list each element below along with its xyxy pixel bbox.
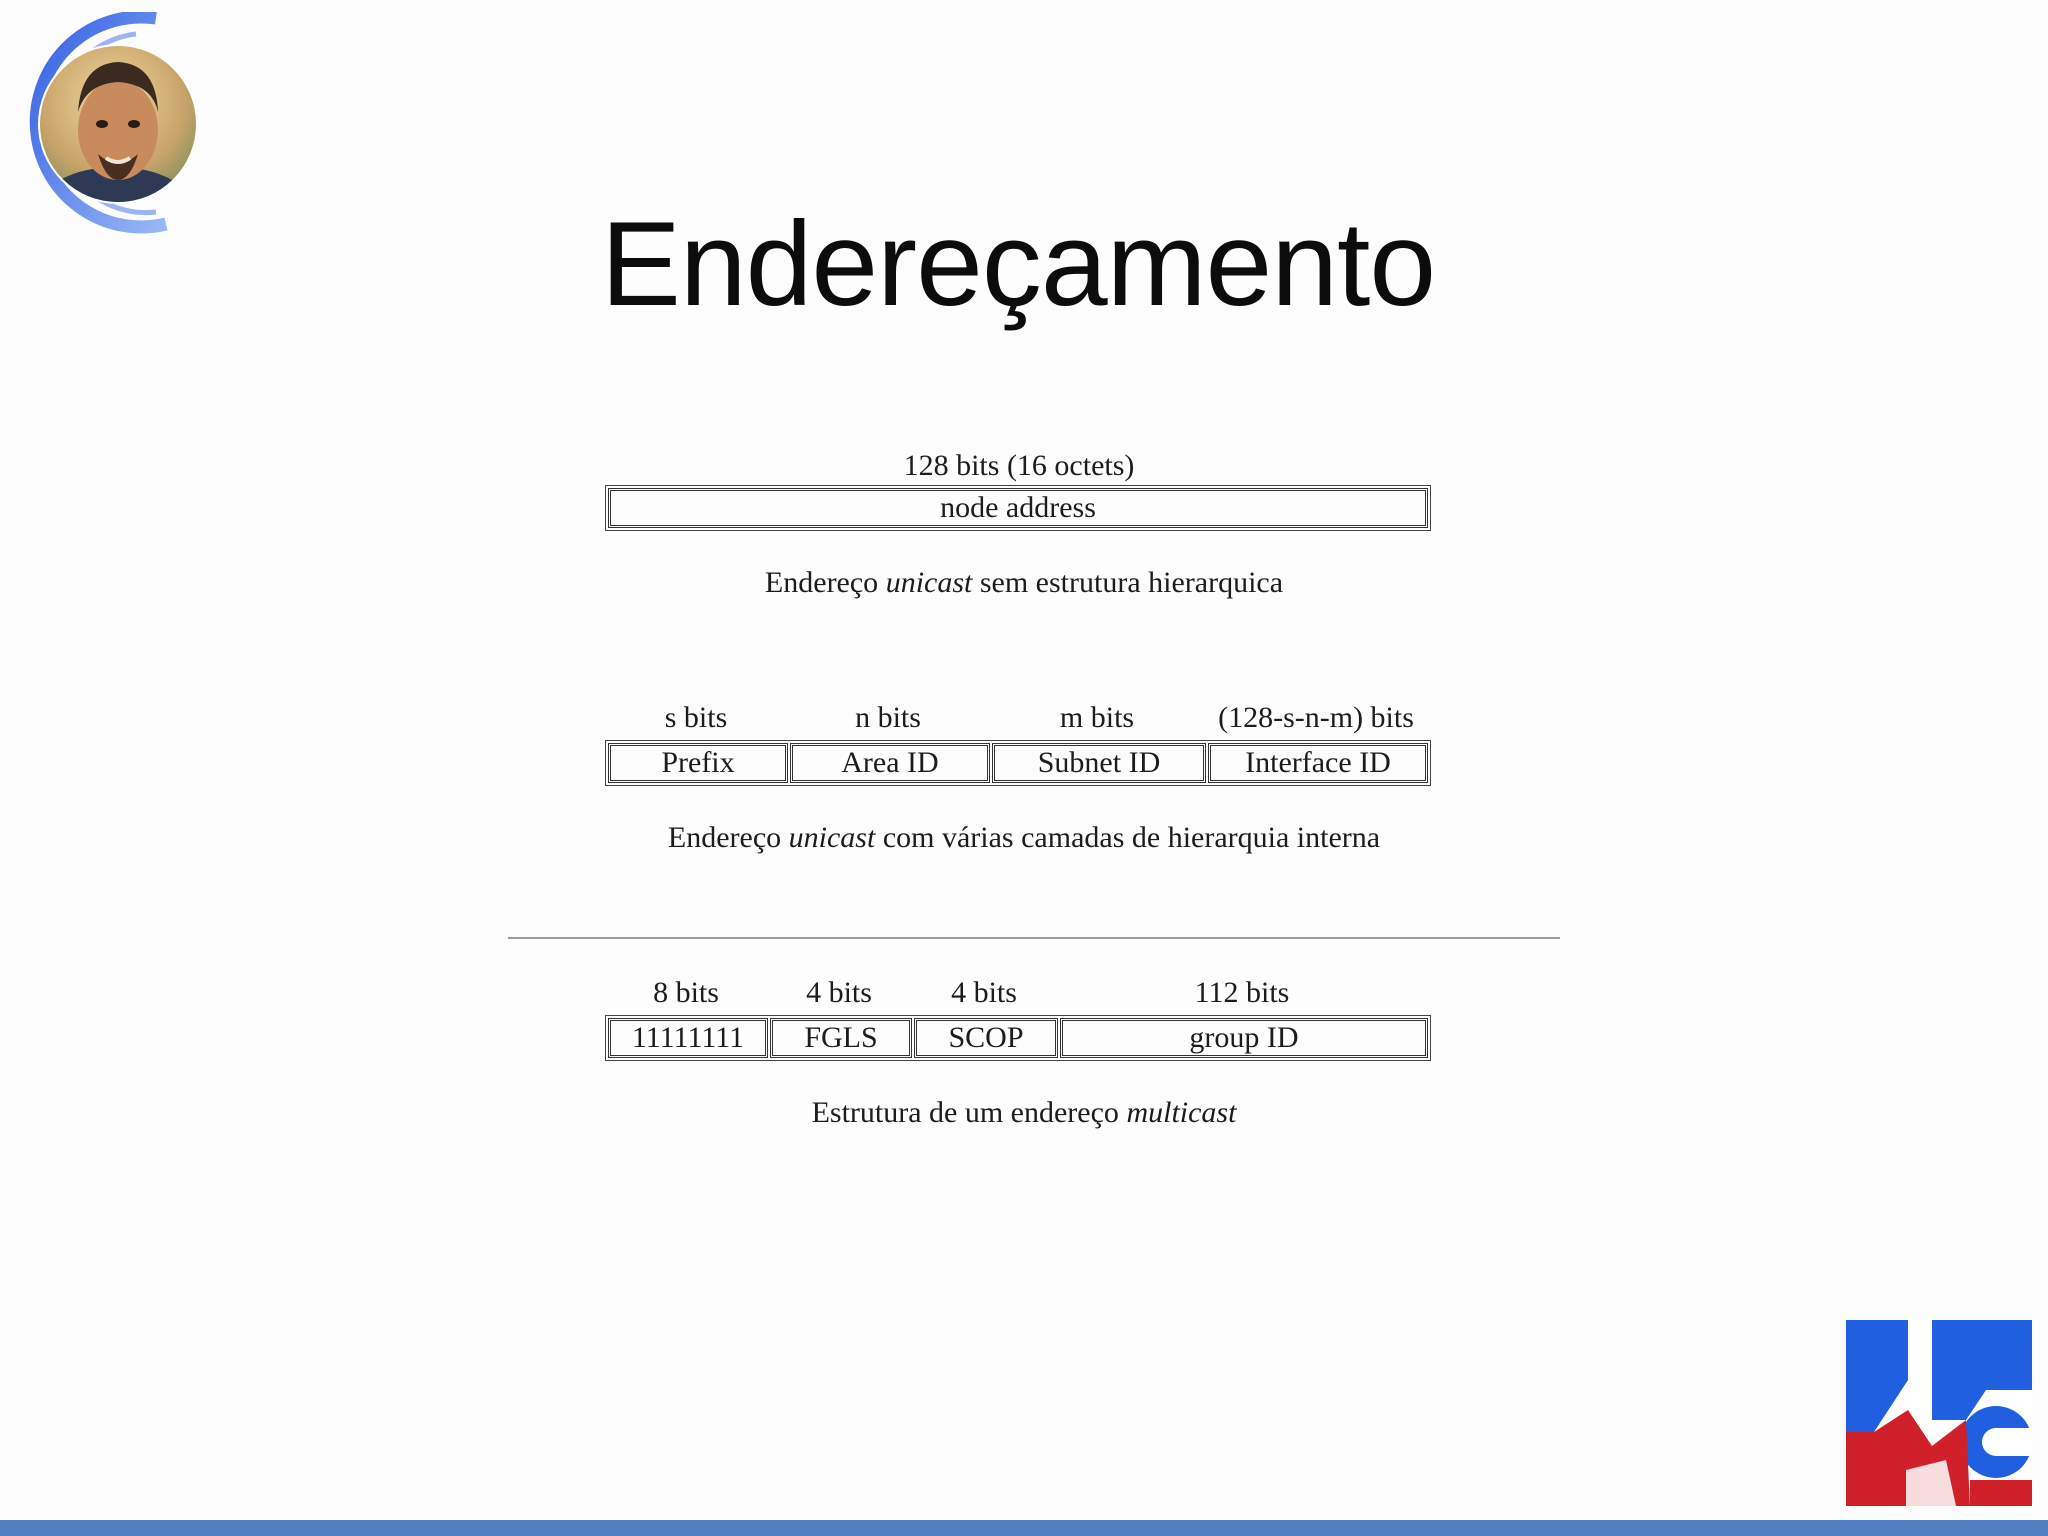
presenter-avatar xyxy=(6,12,206,237)
node-address-field: node address xyxy=(608,488,1428,528)
caption-text: com várias camadas de hierarquia interna xyxy=(875,821,1381,854)
footer-bar xyxy=(0,1520,2048,1536)
caption-text: Endereço xyxy=(667,821,789,854)
bit-width-labels xyxy=(606,973,1432,1013)
caption-text: sem estrutura hierarquica xyxy=(972,566,1284,599)
figure-caption xyxy=(0,1093,2048,1133)
bit-width-label: 112 bits xyxy=(1194,976,1290,1009)
section-divider xyxy=(508,937,1560,939)
bit-width-labels xyxy=(606,446,1432,486)
bit-width-label: (128-s-n-m) bits xyxy=(1218,701,1414,734)
bit-width-label: n bits xyxy=(855,701,921,734)
caption-emphasis: unicast xyxy=(788,821,876,854)
fgls-field: FGLS xyxy=(770,1018,912,1058)
figure-caption xyxy=(0,818,2048,858)
caption-text: Estrutura de um endereço xyxy=(811,1096,1127,1129)
bit-width-label: 8 bits xyxy=(653,976,719,1009)
figure-caption xyxy=(0,563,2048,603)
interface-id-field: Interface ID xyxy=(1208,743,1428,783)
bit-width-label: m bits xyxy=(1059,701,1135,734)
area-id-field: Area ID xyxy=(790,743,990,783)
caption-emphasis: unicast xyxy=(885,566,973,599)
bit-width-labels xyxy=(606,698,1432,738)
bit-width-label: s bits xyxy=(664,701,728,734)
subnet-id-field: Subnet ID xyxy=(992,743,1206,783)
bit-width-label: 4 bits xyxy=(806,976,872,1009)
address-layout xyxy=(605,740,1431,786)
address-layout xyxy=(605,1015,1431,1061)
bit-width-label: 128 bits (16 octets) xyxy=(903,449,1135,482)
slide-title: Endereçamento xyxy=(600,197,1436,332)
caption-emphasis: multicast xyxy=(1126,1096,1237,1129)
caption-text: Endereço xyxy=(764,566,886,599)
group-id-field: group ID xyxy=(1060,1018,1428,1058)
address-layout xyxy=(605,485,1431,531)
bit-width-label: 4 bits xyxy=(951,976,1017,1009)
scop-field: SCOP xyxy=(914,1018,1058,1058)
prefix-field: Prefix xyxy=(608,743,788,783)
flag-bits-field: 11111111 xyxy=(608,1018,768,1058)
institution-logo xyxy=(1846,1320,2032,1506)
